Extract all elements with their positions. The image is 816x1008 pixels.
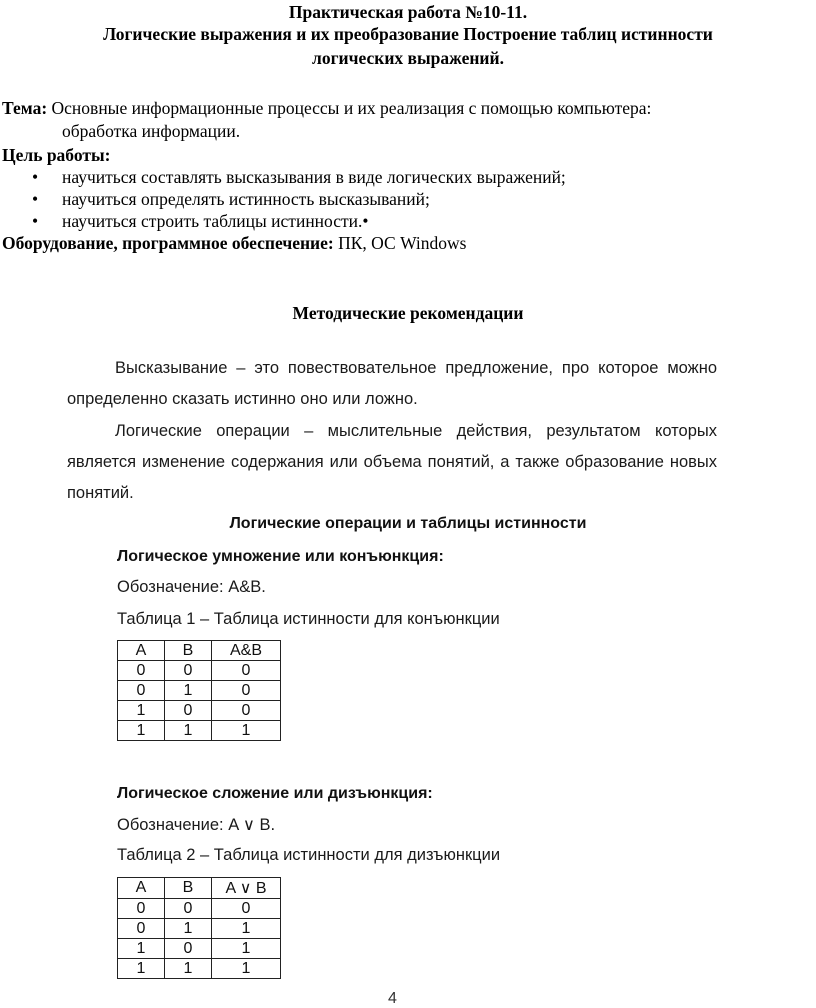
table-cell: 0 [212, 899, 281, 919]
table-header-cell: A ∨ B [212, 878, 281, 899]
page-subtitle-line-2: логических выражений. [312, 48, 504, 68]
goal-item-3: научиться строить таблицы истинности.• [62, 211, 369, 231]
table-cell: 0 [118, 661, 165, 681]
disjunction-caption: Таблица 2 – Таблица истинности для дизъюнкции [117, 846, 501, 864]
disjunction-truth-table [117, 877, 281, 979]
ops-section-title: Логические операции и таблицы истинности [229, 515, 587, 532]
goal-label: Цель работы: [2, 145, 111, 165]
table-row [118, 661, 281, 681]
goal-list-item: • [32, 167, 39, 187]
conjunction-truth-table [117, 640, 281, 741]
table-cell: 1 [118, 721, 165, 741]
table-cell: 1 [212, 919, 281, 939]
table-header-row [118, 641, 281, 661]
table-cell: 0 [165, 661, 212, 681]
equipment-label: Оборудование, программное обеспечение: [2, 233, 334, 253]
table-cell: 0 [212, 681, 281, 701]
table-header-cell: A [118, 878, 165, 899]
page-number: 4 [388, 990, 397, 1007]
table-cell: 1 [118, 959, 165, 979]
table-row [118, 681, 281, 701]
table-row [118, 899, 281, 919]
equipment-line [2, 233, 466, 254]
table-cell: 0 [165, 701, 212, 721]
table-header-cell: A [118, 641, 165, 661]
paragraph-logic-ops: Логические операции – мыслительные действия, результатом которых является изменение содержания или объема понятий, а также образование новых понятий. [67, 422, 717, 502]
topic-text: Основные информационные процессы и их реализация с помощью компьютера: [51, 98, 652, 118]
topic-label: Тема: [2, 98, 48, 118]
table-row [118, 919, 281, 939]
equipment-text: ПК, ОС Windows [338, 233, 467, 253]
goal-item-1: научиться составлять высказывания в виде логических выражений; [62, 167, 566, 187]
topic-text-continued: обработка информации. [62, 121, 241, 141]
table-cell: 0 [212, 661, 281, 681]
table-row [118, 701, 281, 721]
table-row [118, 959, 281, 979]
conjunction-caption: Таблица 1 – Таблица истинности для конъюнкции [117, 610, 500, 628]
table-cell: 1 [165, 721, 212, 741]
table-cell: 1 [118, 939, 165, 959]
table-cell: 1 [165, 919, 212, 939]
conjunction-notation: Обозначение: A&B. [117, 578, 266, 596]
goal-item-2: научиться определять истинность высказываний; [62, 189, 430, 209]
methodical-title: Методические рекомендации [292, 303, 524, 323]
disjunction-notation: Обозначение: A ∨ B. [117, 816, 276, 834]
table-cell: 0 [118, 681, 165, 701]
topic-line [2, 98, 651, 119]
disjunction-title: Логическое сложение или дизъюнкция: [117, 785, 433, 802]
paragraph-statement: Высказывание – это повествовательное предложение, про которое можно определенно сказать истинно оно или ложно. [67, 359, 717, 408]
table-cell: 1 [212, 959, 281, 979]
table-row [118, 721, 281, 741]
page-title: Практическая работа №10-11. [288, 2, 528, 22]
table-header-cell: A&B [212, 641, 281, 661]
goal-list-item: • [32, 189, 39, 209]
table-cell: 0 [212, 701, 281, 721]
table-row [118, 939, 281, 959]
table-header-cell: B [165, 878, 212, 899]
table-cell: 0 [165, 939, 212, 959]
table-cell: 0 [118, 919, 165, 939]
table-header-cell: B [165, 641, 212, 661]
table-cell: 1 [212, 721, 281, 741]
table-cell: 1 [212, 939, 281, 959]
table-cell: 0 [118, 899, 165, 919]
table-cell: 1 [165, 681, 212, 701]
conjunction-title: Логическое умножение или конъюнкция: [117, 548, 444, 565]
page-subtitle-line-1: Логические выражения и их преобразование Построение таблиц истинности [103, 24, 713, 44]
table-cell: 1 [118, 701, 165, 721]
goal-list-item: • [32, 211, 39, 231]
table-cell: 0 [165, 899, 212, 919]
table-cell: 1 [165, 959, 212, 979]
table-header-row [118, 878, 281, 899]
